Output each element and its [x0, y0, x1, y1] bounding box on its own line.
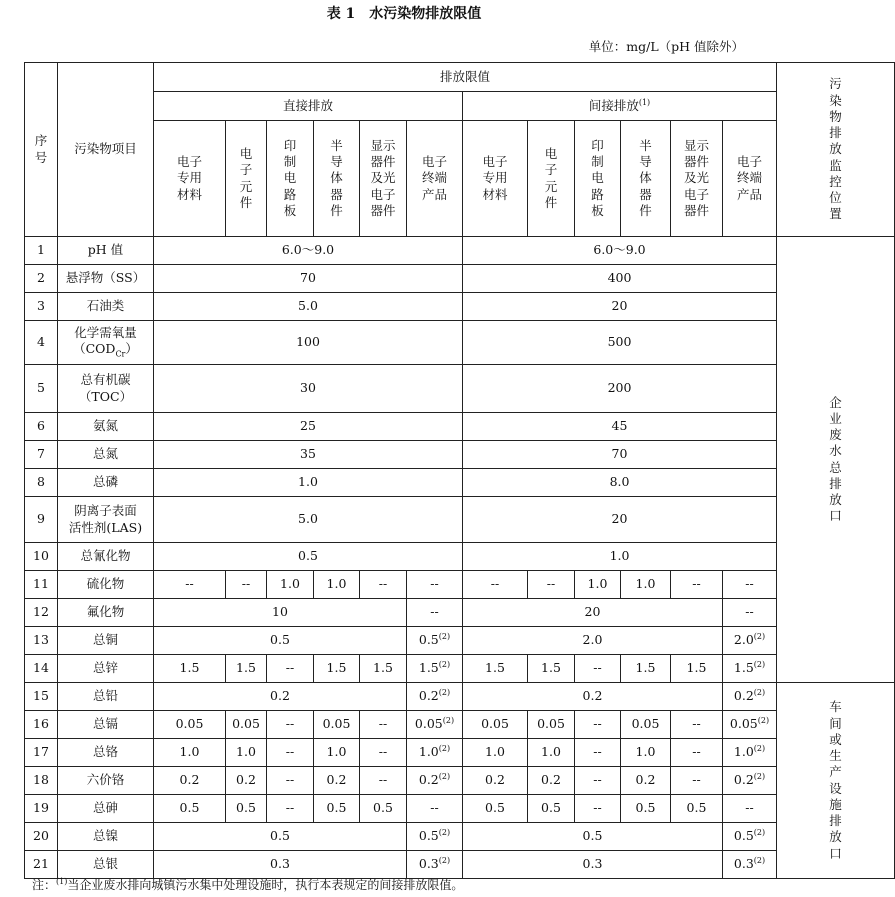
limit-value: --	[575, 655, 621, 683]
pollutant-name: 总砷	[58, 795, 154, 823]
limit-value: 1.0	[463, 543, 777, 571]
limit-value: --	[360, 711, 407, 739]
limit-value: 2.0$^{(2)}$	[723, 627, 777, 655]
limit-value: 0.05	[528, 711, 575, 739]
limit-value: 1.0	[621, 739, 671, 767]
row-number: 8	[25, 469, 58, 497]
row-number: 13	[25, 627, 58, 655]
limit-value: --	[226, 571, 267, 599]
header-limits: 排放限值	[154, 63, 777, 92]
pollutant-name: 总铜	[58, 627, 154, 655]
limit-value: 1.0	[621, 571, 671, 599]
limit-value: 0.2$^{(2)}$	[723, 683, 777, 711]
table-row	[25, 795, 895, 823]
limit-value: --	[360, 571, 407, 599]
limit-value: --	[267, 795, 314, 823]
pollutant-name: 阴离子表面 活性剂(LAS)	[58, 497, 154, 543]
row-number: 21	[25, 851, 58, 879]
limit-value: --	[360, 767, 407, 795]
table-row	[25, 655, 895, 683]
limit-value: 400	[463, 265, 777, 293]
pollutant-name: 化学需氧量 $(COD_{Cr})$	[58, 321, 154, 365]
row-number: 5	[25, 365, 58, 413]
limit-value: 0.5	[671, 795, 723, 823]
table-row	[25, 683, 895, 711]
limit-value: 200	[463, 365, 777, 413]
row-number: 1	[25, 237, 58, 265]
limit-value: 0.05	[463, 711, 528, 739]
row-number: 4	[25, 321, 58, 365]
monitor-enterprise-outlet: 企 业 废 水 总 排 放 口	[777, 237, 895, 683]
limit-value: 0.2	[154, 767, 226, 795]
limit-value: 0.05$^{(2)}$	[407, 711, 463, 739]
header-seq: 序 号	[25, 63, 58, 237]
limit-value: 0.3	[463, 851, 723, 879]
pollutant-name: 硫化物	[58, 571, 154, 599]
limit-value: 20	[463, 497, 777, 543]
pollutant-name: 总镍	[58, 823, 154, 851]
pollutant-name: 总铅	[58, 683, 154, 711]
row-number: 7	[25, 441, 58, 469]
limit-value: 0.5$^{(2)}$	[407, 823, 463, 851]
row-number: 9	[25, 497, 58, 543]
indirect-category-1: 电子 专用 材料	[463, 121, 528, 237]
limit-value: --	[267, 655, 314, 683]
limit-value: 1.0	[314, 571, 360, 599]
limit-value: 1.5	[671, 655, 723, 683]
limit-value: 0.5	[154, 795, 226, 823]
table-row	[25, 851, 895, 879]
limit-value: 0.3$^{(2)}$	[723, 851, 777, 879]
limit-value: --	[723, 795, 777, 823]
limit-value: 1.5	[463, 655, 528, 683]
limit-value: 0.2	[463, 767, 528, 795]
table-row	[25, 365, 895, 413]
limit-value: --	[723, 599, 777, 627]
row-number: 12	[25, 599, 58, 627]
pollutant-name: 总磷	[58, 469, 154, 497]
table-row	[25, 767, 895, 795]
monitor-workshop-outlet: 车 间 或 生 产 设 施 排 放 口	[777, 683, 895, 879]
limit-value: --	[671, 767, 723, 795]
limit-value: --	[360, 739, 407, 767]
row-number: 17	[25, 739, 58, 767]
header-direct: 直接排放	[154, 92, 463, 121]
row-number: 2	[25, 265, 58, 293]
limit-value: 0.3	[154, 851, 407, 879]
limit-value: 0.2	[463, 683, 723, 711]
limit-value: 30	[154, 365, 463, 413]
table-row	[25, 321, 895, 365]
limit-value: 0.2	[621, 767, 671, 795]
limit-value: 0.5	[154, 543, 463, 571]
limit-value: 1.5	[360, 655, 407, 683]
limit-value: 45	[463, 413, 777, 441]
table-title: 表 1 水污染物排放限值	[326, 6, 482, 22]
limit-value: 1.5	[314, 655, 360, 683]
pollutant-name: pH 值	[58, 237, 154, 265]
limit-value: --	[407, 599, 463, 627]
limit-value: 1.0	[226, 739, 267, 767]
limit-value: 1.0	[314, 739, 360, 767]
indirect-category-5: 显示 器件 及光 电子 器件	[671, 121, 723, 237]
table-row	[25, 265, 895, 293]
pollutant-name: 总锌	[58, 655, 154, 683]
limit-value: 0.05	[154, 711, 226, 739]
limit-value: 20	[463, 293, 777, 321]
limit-value: 5.0	[154, 293, 463, 321]
pollutant-name: 氨氮	[58, 413, 154, 441]
limit-value: --	[267, 711, 314, 739]
pollutant-name: 总铬	[58, 739, 154, 767]
indirect-category-3: 印 制 电 路 板	[575, 121, 621, 237]
limit-value: --	[575, 739, 621, 767]
table-row	[25, 237, 895, 265]
limit-value: 1.0	[267, 571, 314, 599]
limit-value: 0.2	[314, 767, 360, 795]
pollutant-name: 氟化物	[58, 599, 154, 627]
row-number: 6	[25, 413, 58, 441]
table-row	[25, 823, 895, 851]
pollutant-name: 总氮	[58, 441, 154, 469]
limit-value: 0.2	[528, 767, 575, 795]
limit-value: 1.0	[154, 469, 463, 497]
limit-value: --	[671, 571, 723, 599]
limit-value: 1.0	[575, 571, 621, 599]
indirect-category-6: 电子 终端 产品	[723, 121, 777, 237]
limit-value: --	[407, 795, 463, 823]
limit-value: 1.0	[154, 739, 226, 767]
limit-value: 0.3$^{(2)}$	[407, 851, 463, 879]
row-number: 10	[25, 543, 58, 571]
direct-category-4: 半 导 体 器 件	[314, 121, 360, 237]
limit-value: 1.5	[154, 655, 226, 683]
table-row	[25, 469, 895, 497]
table-row	[25, 711, 895, 739]
pollutant-name: 总镉	[58, 711, 154, 739]
table-row	[25, 441, 895, 469]
limit-value: 0.5$^{(2)}$	[407, 627, 463, 655]
limit-value: 1.5	[528, 655, 575, 683]
footnote: 注：$^{(1)}$当企业废水排向城镇污水集中处理设施时，执行本表规定的间接排放限值。	[32, 877, 464, 892]
row-number: 19	[25, 795, 58, 823]
limit-value: 0.05	[226, 711, 267, 739]
header-indirect: 间接排放$^{(1)}$	[463, 92, 777, 121]
pollutant-name: 悬浮物（SS）	[58, 265, 154, 293]
row-number: 18	[25, 767, 58, 795]
limit-value: 0.5	[154, 627, 407, 655]
limit-value: 0.5	[528, 795, 575, 823]
limit-value: 0.5	[154, 823, 407, 851]
limit-value: 0.2	[154, 683, 407, 711]
limit-value: 0.5	[314, 795, 360, 823]
indirect-category-2: 电 子 元 件	[528, 121, 575, 237]
pollutant-name: 六价铬	[58, 767, 154, 795]
row-number: 16	[25, 711, 58, 739]
limit-value: 500	[463, 321, 777, 365]
table-row	[25, 497, 895, 543]
limit-value: 0.5	[621, 795, 671, 823]
row-number: 14	[25, 655, 58, 683]
limit-value: 1.5$^{(2)}$	[723, 655, 777, 683]
limit-value: 5.0	[154, 497, 463, 543]
row-number: 15	[25, 683, 58, 711]
direct-category-2: 电 子 元 件	[226, 121, 267, 237]
limit-value: 1.0$^{(2)}$	[723, 739, 777, 767]
limit-value: --	[528, 571, 575, 599]
table-row	[25, 599, 895, 627]
direct-category-1: 电子 专用 材料	[154, 121, 226, 237]
limit-value: 1.5	[226, 655, 267, 683]
limit-value: 0.05	[314, 711, 360, 739]
limit-value: 70	[463, 441, 777, 469]
limit-value: 0.5	[226, 795, 267, 823]
limit-value: 1.0	[528, 739, 575, 767]
limit-value: 20	[463, 599, 723, 627]
table-row	[25, 413, 895, 441]
limit-value: 0.5$^{(2)}$	[723, 823, 777, 851]
limit-value: 0.2$^{(2)}$	[407, 767, 463, 795]
limit-value: 6.0～9.0	[154, 237, 463, 265]
unit-label: 单位：mg/L（pH 值除外）	[588, 39, 744, 54]
emission-limits-table	[24, 62, 895, 879]
limit-value: 0.5	[463, 823, 723, 851]
limit-value: --	[154, 571, 226, 599]
limit-value: --	[671, 711, 723, 739]
indirect-category-4: 半 导 体 器 件	[621, 121, 671, 237]
limit-value: 0.05	[621, 711, 671, 739]
table-row	[25, 543, 895, 571]
limit-value: --	[575, 711, 621, 739]
pollutant-name: 总氰化物	[58, 543, 154, 571]
limit-value: 1.0$^{(2)}$	[407, 739, 463, 767]
limit-value: 70	[154, 265, 463, 293]
limit-value: 0.05$^{(2)}$	[723, 711, 777, 739]
limit-value: 0.2$^{(2)}$	[723, 767, 777, 795]
limit-value: --	[267, 739, 314, 767]
limit-value: 8.0	[463, 469, 777, 497]
direct-category-3: 印 制 电 路 板	[267, 121, 314, 237]
limit-value: 10	[154, 599, 407, 627]
row-number: 3	[25, 293, 58, 321]
limit-value: 2.0	[463, 627, 723, 655]
table-row	[25, 627, 895, 655]
limit-value: --	[463, 571, 528, 599]
limit-value: 0.2	[226, 767, 267, 795]
limit-value: 100	[154, 321, 463, 365]
limit-value: 0.5	[360, 795, 407, 823]
limit-value: 1.0	[463, 739, 528, 767]
limit-value: 1.5$^{(2)}$	[407, 655, 463, 683]
limit-value: 1.5	[621, 655, 671, 683]
pollutant-name: 石油类	[58, 293, 154, 321]
limit-value: --	[723, 571, 777, 599]
limit-value: --	[407, 571, 463, 599]
header-item: 污染物项目	[58, 63, 154, 237]
row-number: 11	[25, 571, 58, 599]
table-row	[25, 571, 895, 599]
row-number: 20	[25, 823, 58, 851]
limit-value: 0.2$^{(2)}$	[407, 683, 463, 711]
limit-value: 25	[154, 413, 463, 441]
limit-value: --	[267, 767, 314, 795]
table-row	[25, 293, 895, 321]
limit-value: --	[575, 795, 621, 823]
pollutant-name: 总银	[58, 851, 154, 879]
limit-value: 35	[154, 441, 463, 469]
direct-category-5: 显示 器件 及光 电子 器件	[360, 121, 407, 237]
limit-value: 0.5	[463, 795, 528, 823]
limit-value: 6.0～9.0	[463, 237, 777, 265]
limit-value: --	[575, 767, 621, 795]
limit-value: --	[671, 739, 723, 767]
header-monitor: 污 染 物 排 放 监 控 位 置	[777, 63, 895, 237]
pollutant-name: 总有机碳 （TOC）	[58, 365, 154, 413]
direct-category-6: 电子 终端 产品	[407, 121, 463, 237]
table-row	[25, 739, 895, 767]
